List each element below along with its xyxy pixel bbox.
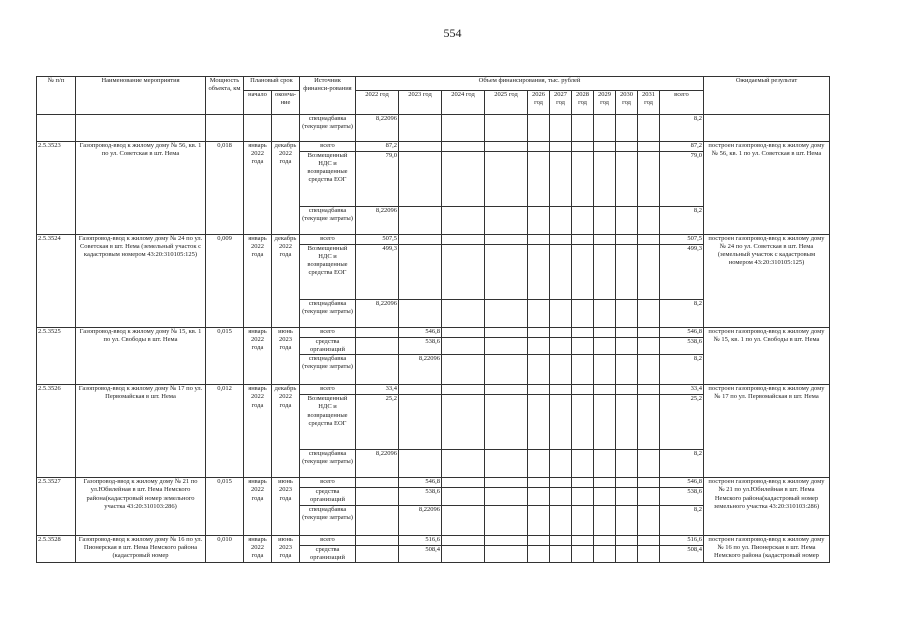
value-2026 [528, 152, 550, 207]
item-number: 2.5.3527 [37, 478, 76, 535]
funding-source: всего [300, 142, 356, 152]
item-capacity: 0,012 [206, 385, 244, 478]
header-result: Ожидаемый результат [704, 77, 830, 115]
value-2031 [638, 355, 660, 385]
value-2026 [528, 300, 550, 328]
value-2028 [572, 142, 594, 152]
value-2029 [594, 385, 616, 395]
value-2031 [638, 300, 660, 328]
funding-source: всего [300, 478, 356, 488]
value-2025 [485, 355, 528, 385]
value-2029 [594, 338, 616, 355]
value-2029 [594, 545, 616, 562]
item-capacity: 0,009 [206, 235, 244, 328]
value-2022: 79,0 [356, 152, 399, 207]
value-2024 [442, 300, 485, 328]
value-2029 [594, 152, 616, 207]
funding-source: спецнадбавка (текущие затраты) [300, 450, 356, 478]
value-2030 [616, 355, 638, 385]
funding-source: спецнадбавка (текущие затраты) [300, 300, 356, 328]
header-no: № п/п [37, 77, 76, 115]
value-2031 [638, 395, 660, 450]
header-end: оконча-ние [272, 91, 300, 115]
value-total: 79,0 [660, 152, 704, 207]
funding-source: спецнадбавка (текущие затраты) [300, 207, 356, 235]
value-2026 [528, 385, 550, 395]
funding-source: всего [300, 235, 356, 245]
table-row [37, 385, 830, 395]
carryover-end [272, 115, 300, 142]
item-number: 2.5.3526 [37, 385, 76, 478]
value-2026 [528, 488, 550, 505]
value-2025 [485, 328, 528, 338]
header-term: Плановый срок [244, 77, 300, 91]
value-2023: 538,6 [399, 338, 442, 355]
header-row-1 [37, 77, 830, 91]
value-2022 [356, 535, 399, 545]
carryover-y2023 [399, 115, 442, 142]
value-2023: 8,22096 [399, 355, 442, 385]
header-year-2025: 2025 год [485, 91, 528, 115]
value-2028 [572, 300, 594, 328]
value-2025 [485, 142, 528, 152]
value-2025 [485, 395, 528, 450]
value-2028 [572, 395, 594, 450]
value-total: 8,2 [660, 300, 704, 328]
value-2031 [638, 535, 660, 545]
value-2024 [442, 535, 485, 545]
item-capacity: 0,015 [206, 328, 244, 385]
value-2026 [528, 207, 550, 235]
value-2027 [550, 328, 572, 338]
value-2024 [442, 328, 485, 338]
value-2027 [550, 207, 572, 235]
funding-source: Возмещенный НДС и возвращенные средства ЕОГ [300, 245, 356, 300]
value-2022 [356, 545, 399, 562]
value-2030 [616, 235, 638, 245]
item-start: январь 2022 года [244, 478, 272, 535]
value-2025 [485, 488, 528, 505]
value-2028 [572, 385, 594, 395]
value-2029 [594, 395, 616, 450]
header-year-2024: 2024 год [442, 91, 485, 115]
funding-source: всего [300, 385, 356, 395]
funding-source: Возмещенный НДС и возвращенные средства ЕОГ [300, 152, 356, 207]
item-result: построен газопровод-ввод к жилому дому № 17 по ул. Первомайская в шт. Нема [704, 385, 830, 478]
carryover-row [37, 115, 830, 142]
value-2022 [356, 505, 399, 535]
item-end: июнь 2023 года [272, 535, 300, 562]
value-2027 [550, 300, 572, 328]
item-number: 2.5.3524 [37, 235, 76, 328]
value-2023: 508,4 [399, 545, 442, 562]
value-2030 [616, 300, 638, 328]
value-2026 [528, 142, 550, 152]
value-2030 [616, 478, 638, 488]
carryover-y2027 [550, 115, 572, 142]
header-start: начало [244, 91, 272, 115]
value-2028 [572, 505, 594, 535]
item-capacity: 0,010 [206, 535, 244, 562]
value-2030 [616, 505, 638, 535]
item-start: январь 2022 года [244, 385, 272, 478]
value-2024 [442, 355, 485, 385]
carryover-y2029 [594, 115, 616, 142]
value-2025 [485, 385, 528, 395]
value-2023 [399, 235, 442, 245]
carryover-source: спецнадбавка (текущие затраты) [300, 115, 356, 142]
value-2024 [442, 245, 485, 300]
header-year-2023: 2023 год [399, 91, 442, 115]
value-2029 [594, 328, 616, 338]
value-total: 8,2 [660, 355, 704, 385]
item-start: январь 2022 года [244, 235, 272, 328]
header-year-2031: 2031 год [638, 91, 660, 115]
value-2028 [572, 545, 594, 562]
item-name: Газопровод-ввод к жилому дому № 56, кв. 1 по ул. Советская в шт. Нема [76, 142, 206, 235]
value-2027 [550, 235, 572, 245]
item-end: июнь 2023 года [272, 328, 300, 385]
header-capacity: Мощность объекта, км [206, 77, 244, 115]
header-year-2026: 2026 год [528, 91, 550, 115]
value-2026 [528, 338, 550, 355]
item-result: построен газопровод-ввод к жилому дому № 21 по ул.Юбилейная в шт. Нема Немского района(кадастровый номер земельного участка 43:20:310103:286) [704, 478, 830, 535]
header-year-2029: 2029 год [594, 91, 616, 115]
value-2031 [638, 152, 660, 207]
value-2027 [550, 535, 572, 545]
value-total: 546,8 [660, 478, 704, 488]
value-2025 [485, 505, 528, 535]
value-2022 [356, 338, 399, 355]
value-2029 [594, 355, 616, 385]
value-2026 [528, 545, 550, 562]
table-row [37, 235, 830, 245]
value-2030 [616, 152, 638, 207]
header-source: Источник финанси-рования [300, 77, 356, 115]
value-2025 [485, 450, 528, 478]
item-number: 2.5.3523 [37, 142, 76, 235]
value-2029 [594, 450, 616, 478]
value-2022 [356, 478, 399, 488]
value-2023 [399, 245, 442, 300]
value-2022: 499,3 [356, 245, 399, 300]
value-2029 [594, 207, 616, 235]
value-2024 [442, 338, 485, 355]
funding-source: Возмещенный НДС и возвращенные средства ЕОГ [300, 395, 356, 450]
value-2027 [550, 505, 572, 535]
item-start: январь 2022 года [244, 328, 272, 385]
value-2031 [638, 385, 660, 395]
value-2022: 25,2 [356, 395, 399, 450]
value-2022: 507,5 [356, 235, 399, 245]
value-2031 [638, 235, 660, 245]
value-total: 546,8 [660, 328, 704, 338]
value-total: 499,3 [660, 245, 704, 300]
value-2027 [550, 478, 572, 488]
value-total: 516,6 [660, 535, 704, 545]
carryover-y2024 [442, 115, 485, 142]
value-2030 [616, 338, 638, 355]
value-2028 [572, 450, 594, 478]
value-2026 [528, 535, 550, 545]
value-2023 [399, 385, 442, 395]
value-2024 [442, 152, 485, 207]
value-2025 [485, 535, 528, 545]
value-2030 [616, 207, 638, 235]
value-2031 [638, 207, 660, 235]
value-2023 [399, 450, 442, 478]
value-2023 [399, 142, 442, 152]
value-total: 8,2 [660, 505, 704, 535]
value-2029 [594, 300, 616, 328]
funding-source: спецнадбавка (текущие затраты) [300, 355, 356, 385]
value-2024 [442, 235, 485, 245]
funding-source: всего [300, 328, 356, 338]
value-2024 [442, 450, 485, 478]
value-2024 [442, 142, 485, 152]
value-2028 [572, 207, 594, 235]
item-number: 2.5.3528 [37, 535, 76, 562]
value-2027 [550, 385, 572, 395]
table-row [37, 478, 830, 488]
value-2027 [550, 142, 572, 152]
value-2030 [616, 385, 638, 395]
value-2023: 516,6 [399, 535, 442, 545]
funding-source: средства организаций [300, 338, 356, 355]
value-2022: 87,2 [356, 142, 399, 152]
value-2030 [616, 545, 638, 562]
item-end: декабрь 2022 года [272, 385, 300, 478]
value-2027 [550, 152, 572, 207]
value-2031 [638, 142, 660, 152]
item-name: Газопровод-ввод к жилому дому № 24 по ул. Советская в шт. Нема (земельный участок с кадастровым номером 43:20:310105:125) [76, 235, 206, 328]
value-2028 [572, 355, 594, 385]
value-2023 [399, 152, 442, 207]
value-2030 [616, 245, 638, 300]
value-2028 [572, 245, 594, 300]
item-name: Газопровод-ввод к жилому дому № 21 по ул.Юбилейная в шт. Нема Немского района(кадастровый номер земельного участка 43:20:310103:286) [76, 478, 206, 535]
value-2022 [356, 328, 399, 338]
value-2030 [616, 488, 638, 505]
value-2026 [528, 235, 550, 245]
item-end: декабрь 2022 года [272, 142, 300, 235]
value-total: 508,4 [660, 545, 704, 562]
value-2026 [528, 450, 550, 478]
value-2024 [442, 505, 485, 535]
value-2029 [594, 142, 616, 152]
value-2022 [356, 355, 399, 385]
value-2031 [638, 245, 660, 300]
value-2031 [638, 338, 660, 355]
value-2031 [638, 478, 660, 488]
table-row [37, 535, 830, 545]
page-number: 554 [443, 26, 462, 40]
item-capacity: 0,018 [206, 142, 244, 235]
value-2029 [594, 505, 616, 535]
value-total: 538,6 [660, 488, 704, 505]
header-name: Наименование мероприятия [76, 77, 206, 115]
value-2031 [638, 450, 660, 478]
item-end: декабрь 2022 года [272, 235, 300, 328]
header-volume: Объем финансирования, тыс. рублей [356, 77, 704, 91]
value-2022 [356, 488, 399, 505]
value-2028 [572, 338, 594, 355]
value-2026 [528, 328, 550, 338]
item-capacity: 0,015 [206, 478, 244, 535]
carryover-y2022: 8,22096 [356, 115, 399, 142]
value-2026 [528, 478, 550, 488]
value-2023 [399, 395, 442, 450]
header-total: всего [660, 91, 704, 115]
value-2029 [594, 235, 616, 245]
value-2029 [594, 535, 616, 545]
value-2022: 33,4 [356, 385, 399, 395]
value-2026 [528, 355, 550, 385]
header-year-2027: 2027 год [550, 91, 572, 115]
value-2030 [616, 535, 638, 545]
value-2028 [572, 235, 594, 245]
value-2025 [485, 545, 528, 562]
value-2023: 8,22096 [399, 505, 442, 535]
item-end: июнь 2023 года [272, 478, 300, 535]
value-2023: 538,6 [399, 488, 442, 505]
carryover-result [704, 115, 830, 142]
value-total: 87,2 [660, 142, 704, 152]
value-2022: 8,22096 [356, 207, 399, 235]
value-2027 [550, 488, 572, 505]
item-start: январь 2022 года [244, 142, 272, 235]
table-row [37, 142, 830, 152]
value-2027 [550, 338, 572, 355]
value-2030 [616, 142, 638, 152]
value-2025 [485, 152, 528, 207]
value-2025 [485, 338, 528, 355]
header-year-2022: 2022 год [356, 91, 399, 115]
value-2023 [399, 207, 442, 235]
value-2025 [485, 235, 528, 245]
value-2031 [638, 328, 660, 338]
item-result: построен газопровод-ввод к жилому дому № 24 по ул. Советская в шт. Нема (земельный участок с кадастровым номером 43:20:310105:125) [704, 235, 830, 328]
value-2024 [442, 395, 485, 450]
value-2023: 546,8 [399, 328, 442, 338]
value-2031 [638, 488, 660, 505]
carryover-y2028 [572, 115, 594, 142]
value-total: 507,5 [660, 235, 704, 245]
carryover-y2025 [485, 115, 528, 142]
item-result: построен газопровод-ввод к жилому дому № 15, кв. 1 по ул. Свободы в шт. Нема [704, 328, 830, 385]
value-2027 [550, 545, 572, 562]
value-2028 [572, 535, 594, 545]
funding-source: спецнадбавка (текущие затраты) [300, 505, 356, 535]
item-number: 2.5.3525 [37, 328, 76, 385]
value-2024 [442, 385, 485, 395]
value-2022: 8,22096 [356, 300, 399, 328]
item-result: построен газопровод-ввод к жилому дому № 16 по ул. Пионерская в шт. Нема Немского района (кадастровый номер [704, 535, 830, 562]
carryover-name [76, 115, 206, 142]
funding-source: средства организаций [300, 545, 356, 562]
value-2031 [638, 505, 660, 535]
value-2028 [572, 478, 594, 488]
item-start: январь 2022 года [244, 535, 272, 562]
value-2030 [616, 395, 638, 450]
value-2026 [528, 245, 550, 300]
carryover-y2030 [616, 115, 638, 142]
value-2026 [528, 505, 550, 535]
funding-source: средства организаций [300, 488, 356, 505]
item-name: Газопровод-ввод к жилому дому № 16 по ул. Пионерская в шт. Нема Немского района (кадастровый номер [76, 535, 206, 562]
item-name: Газопровод-ввод к жилому дому № 17 по ул. Первомайская в шт. Нема [76, 385, 206, 478]
value-2024 [442, 488, 485, 505]
value-2023 [399, 300, 442, 328]
carryover-capacity [206, 115, 244, 142]
value-2024 [442, 478, 485, 488]
value-2028 [572, 152, 594, 207]
table-row [37, 328, 830, 338]
value-total: 25,2 [660, 395, 704, 450]
value-total: 33,4 [660, 385, 704, 395]
value-2025 [485, 207, 528, 235]
value-2029 [594, 478, 616, 488]
carryover-y2026 [528, 115, 550, 142]
value-2029 [594, 488, 616, 505]
value-total: 8,2 [660, 207, 704, 235]
carryover-y2031 [638, 115, 660, 142]
value-2026 [528, 395, 550, 450]
value-2030 [616, 450, 638, 478]
value-2023: 546,8 [399, 478, 442, 488]
value-2027 [550, 245, 572, 300]
value-2027 [550, 355, 572, 385]
header-year-2028: 2028 год [572, 91, 594, 115]
carryover-no [37, 115, 76, 142]
financing-table [36, 76, 830, 563]
value-2025 [485, 300, 528, 328]
funding-source: всего [300, 535, 356, 545]
value-2030 [616, 328, 638, 338]
value-2025 [485, 478, 528, 488]
item-name: Газопровод-ввод к жилому дому № 15, кв. 1 по ул. Свободы в шт. Нема [76, 328, 206, 385]
value-2025 [485, 245, 528, 300]
item-result: построен газопровод-ввод к жилому дому № 56, кв. 1 по ул. Советская в шт. Нема [704, 142, 830, 235]
value-total: 8,2 [660, 450, 704, 478]
value-2027 [550, 450, 572, 478]
value-total: 538,6 [660, 338, 704, 355]
value-2029 [594, 245, 616, 300]
value-2028 [572, 328, 594, 338]
value-2024 [442, 545, 485, 562]
value-2024 [442, 207, 485, 235]
value-2022: 8,22096 [356, 450, 399, 478]
value-2031 [638, 545, 660, 562]
carryover-total: 8,2 [660, 115, 704, 142]
carryover-start [244, 115, 272, 142]
value-2027 [550, 395, 572, 450]
value-2028 [572, 488, 594, 505]
header-year-2030: 2030 год [616, 91, 638, 115]
